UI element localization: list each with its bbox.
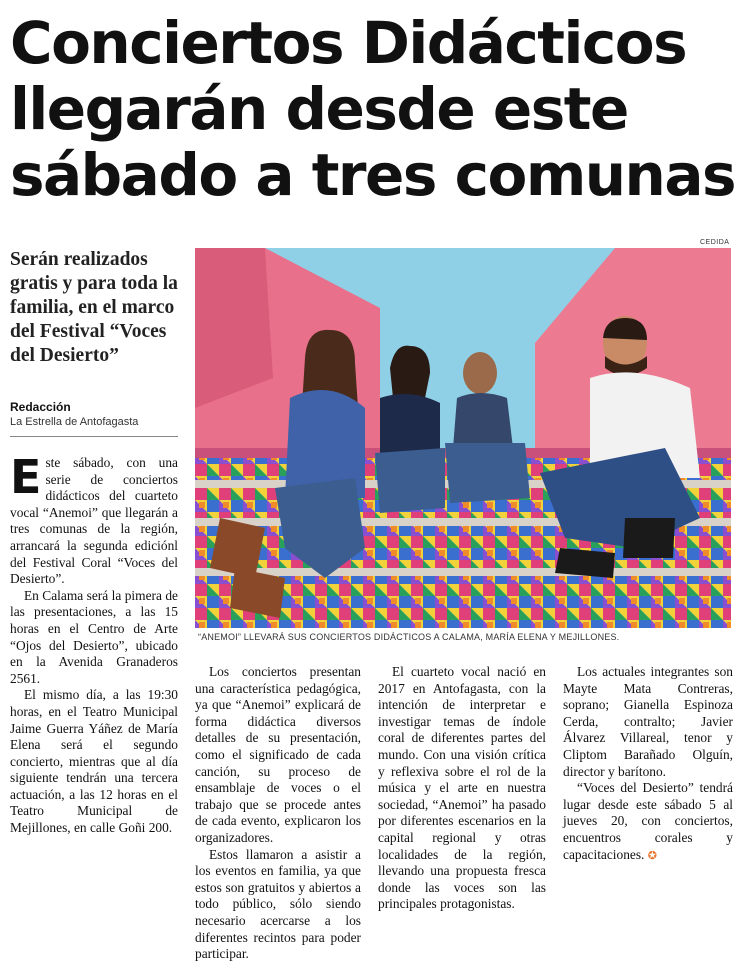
byline bbox=[10, 400, 180, 429]
subheadline: Serán realizados gratis y para toda la familia, en el marco del Festival “Voces del Desierto” bbox=[10, 249, 178, 366]
article-column-4 bbox=[563, 664, 733, 864]
drop-cap: E bbox=[10, 450, 42, 504]
photo-credit: CEDIDA bbox=[700, 239, 730, 246]
paragraph-6: El cuarteto vocal nació en 2017 en Antofagasta, con la intención de interpretar e investigar temas de índole coral de diferentes partes del mundo. Con una visión crítica y reflexiva sobre el rol de la música y el arte en nuestra sociedad, “Anemoi” ha pasado por diferentes escenarios en la capital regional y otras localidades de la región, llevando una propuesta fresca donde las voces son las principales protagonistas. bbox=[378, 664, 546, 912]
photo-caption: “ANEMOI” LLEVARÁ SUS CONCIERTOS DIDÁCTICOS A CALAMA, MARÍA ELENA Y MEJILLONES. bbox=[198, 632, 620, 642]
paragraph-7: Los actuales integrantes son Mayte Mata Contreras, soprano; Gianella Espinoza Cerda, contralto; Javier Álvarez Villareal, tenor y Cliptom Barañado Olguín, director y barítono. bbox=[563, 664, 733, 779]
headline-line-1: Conciertos Didácticos bbox=[10, 9, 687, 77]
headline bbox=[10, 9, 735, 209]
headline-line-3: sábado a tres comunas bbox=[10, 141, 735, 209]
photo-illustration bbox=[195, 248, 731, 628]
end-mark-icon: ✪ bbox=[647, 849, 657, 862]
article-photo bbox=[195, 248, 731, 628]
divider bbox=[10, 436, 178, 437]
byline-outlet: La Estrella de Antofagasta bbox=[10, 416, 139, 428]
paragraph-3: El mismo día, a las 19:30 horas, en el Teatro Municipal Jaime Guerra Yáñez de María Elena será el segundo concierto, mientras que al día siguiente tendrán una tercera actuación, a las 12 horas en el Teatro Municipal de Mejillones, en calle Goñi 200. bbox=[10, 687, 178, 836]
paragraph-8-text: “Voces del Desierto” tendrá lugar desde este sábado 5 al jueves 20, con conciertos, encuentros corales y capacitaciones. bbox=[563, 780, 733, 862]
article-column-3 bbox=[378, 664, 546, 913]
paragraph-2: En Calama será la pimera de las presentaciones, a las 15 horas en el Centro de Arte “Ojos del Desierto”, ubicado en la Avenida Granaderos 2561. bbox=[10, 587, 178, 686]
headline-line-2: llegarán desde este bbox=[10, 75, 628, 143]
paragraph-4: Los conciertos presentan una característica pedagógica, ya que “Anemoi” explicará de forma didáctica diversos detalles de su presentación, como el significado de cada canción, su proceso de ensamblaje de voces o el trabajo que se procede antes de cada evento, explicaron los organizadores. bbox=[195, 664, 361, 845]
paragraph-1-text: ste sábado, con una serie de conciertos didácticos del cuarteto vocal “Anemoi” que llegarán a tres comunas de la región, arrancará la segunda ediciónl del Festival Coral “Voces del Desierto”. bbox=[10, 455, 178, 587]
article-column-2 bbox=[195, 664, 361, 963]
paragraph-5: Estos llamaron a asistir a los eventos en familia, ya que estos son gratuitos y abiertos a todo público, sólo siendo necesario acercarse a los diferentes recintos para poder participar. bbox=[195, 846, 361, 962]
article-column-1 bbox=[10, 450, 178, 837]
byline-author: Redacción bbox=[10, 400, 71, 414]
paragraph-1 bbox=[10, 450, 178, 588]
paragraph-8 bbox=[563, 780, 733, 864]
